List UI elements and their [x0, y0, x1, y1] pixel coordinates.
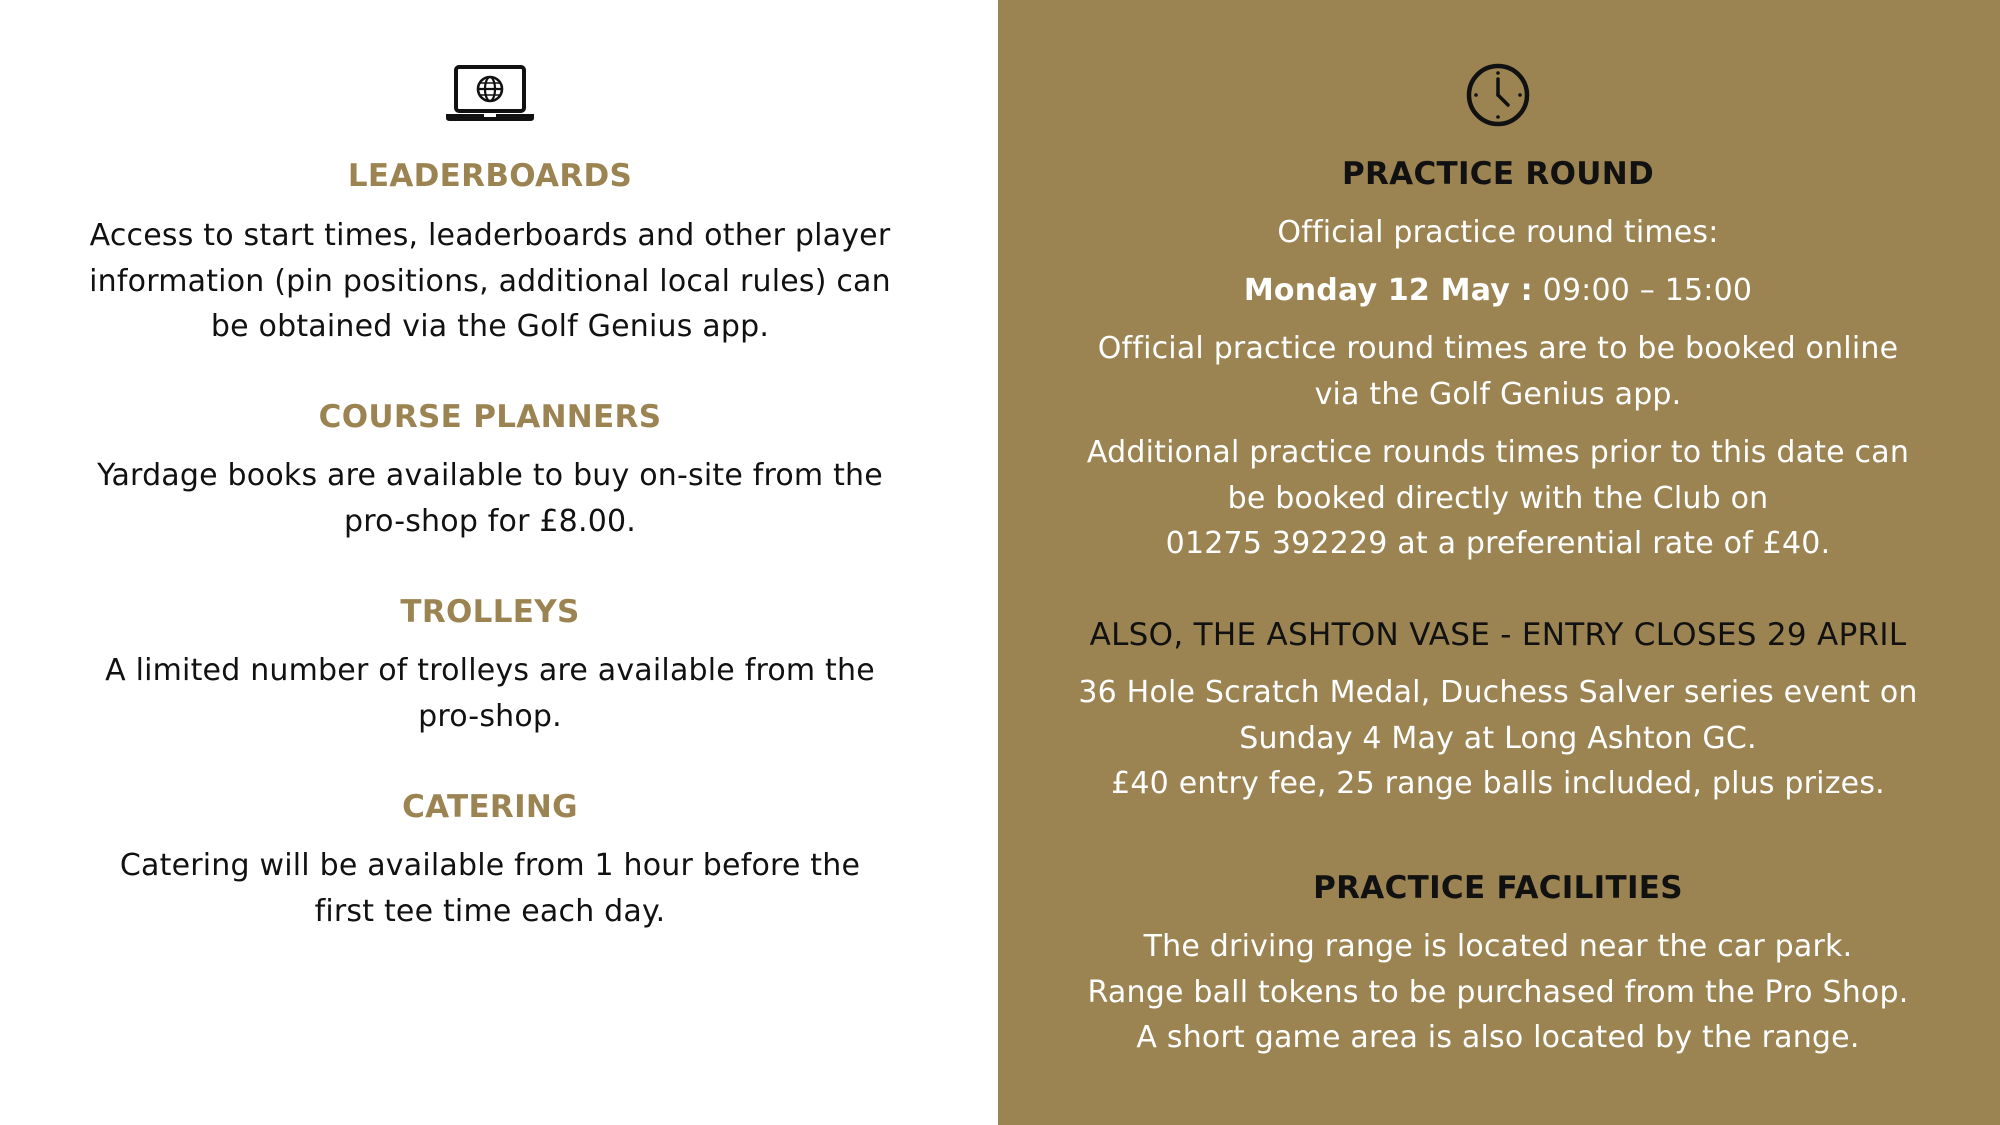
practice-facilities-text	[1028, 924, 1968, 1061]
trolleys-heading: TROLLEYS	[400, 594, 580, 630]
date-label: Monday 12 May :	[1243, 273, 1533, 308]
text-line: Official practice round times are to be booked online	[1097, 331, 1899, 366]
clock-icon	[1465, 62, 1531, 132]
text-line: Yardage books are available to buy on-site from the	[97, 458, 883, 493]
text-line: 01275 392229 at a preferential rate of £40.	[1165, 526, 1831, 561]
catering-text	[40, 843, 940, 934]
left-panel	[0, 0, 998, 1125]
practice-round-additional	[1028, 430, 1968, 567]
practice-facilities-heading: PRACTICE FACILITIES	[1313, 870, 1683, 906]
text-line: Catering will be available from 1 hour before the	[119, 848, 861, 883]
practice-round-heading: PRACTICE ROUND	[1341, 156, 1654, 192]
course-planners-text	[40, 453, 940, 544]
text-line: pro-shop.	[418, 698, 562, 734]
text-line: pro-shop for £8.00.	[343, 503, 637, 539]
text-line: Access to start times, leaderboards and other player	[89, 218, 891, 253]
practice-round-booking	[1028, 326, 1968, 417]
text-line: A limited number of trolleys are available from the	[105, 653, 875, 688]
text-line: be booked directly with the Club on	[1227, 480, 1769, 516]
laptop-globe-icon	[444, 64, 536, 128]
text-line: be obtained via the Golf Genius app.	[210, 309, 770, 344]
practice-round-date	[1028, 268, 1968, 314]
text-line: 36 Hole Scratch Medal, Duchess Salver series event on	[1078, 675, 1918, 710]
text-line: Additional practice rounds times prior to this date can	[1086, 435, 1910, 470]
practice-round-intro: Official practice round times:	[1277, 215, 1719, 250]
date-time: 09:00 – 15:00	[1532, 273, 1753, 308]
trolleys-text	[40, 648, 940, 739]
leaderboards-text	[40, 213, 940, 350]
text-line: first tee time each day.	[314, 893, 666, 929]
text-line: A short game area is also located by the range.	[1136, 1020, 1860, 1055]
text-line: The driving range is located near the car park.	[1143, 929, 1853, 964]
course-planners-heading: COURSE PLANNERS	[318, 399, 662, 435]
text-line: information (pin positions, additional local rules) can	[89, 263, 891, 299]
text-line: Sunday 4 May at Long Ashton GC.	[1239, 720, 1757, 756]
catering-heading: CATERING	[402, 789, 578, 825]
text-line: Range ball tokens to be purchased from the Pro Shop.	[1087, 974, 1909, 1010]
ashton-vase-text	[1028, 670, 1968, 807]
text-line: via the Golf Genius app.	[1314, 376, 1682, 412]
right-panel	[998, 0, 2000, 1125]
leaderboards-heading: LEADERBOARDS	[347, 158, 633, 194]
text-line: £40 entry fee, 25 range balls included, plus prizes.	[1111, 766, 1885, 801]
ashton-vase-heading: ALSO, THE ASHTON VASE - ENTRY CLOSES 29 APRIL	[1089, 617, 1907, 653]
